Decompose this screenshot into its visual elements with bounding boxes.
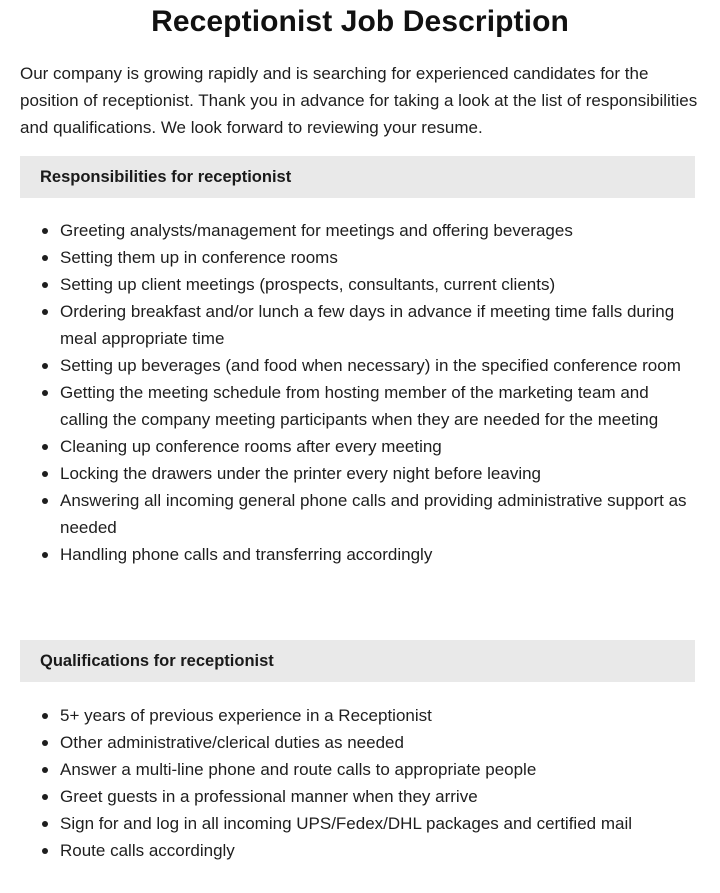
- qualifications-list: [40, 702, 690, 864]
- list-item: Cleaning up conference rooms after every meeting: [40, 433, 690, 460]
- list-item: Greet guests in a professional manner when they arrive: [40, 783, 690, 810]
- list-item: Setting them up in conference rooms: [40, 244, 690, 271]
- page-title: Receptionist Job Description: [151, 5, 569, 38]
- list-item: 5+ years of previous experience in a Receptionist: [40, 702, 690, 729]
- list-item: Ordering breakfast and/or lunch a few days in advance if meeting time falls during meal appropriate time: [40, 298, 690, 352]
- list-item: Greeting analysts/management for meetings and offering beverages: [40, 217, 690, 244]
- list-item: Route calls accordingly: [40, 837, 690, 864]
- responsibilities-list: [40, 217, 690, 568]
- list-item: Setting up client meetings (prospects, consultants, current clients): [40, 271, 690, 298]
- intro-paragraph: Our company is growing rapidly and is searching for experienced candidates for the position of receptionist. Thank you in advance for taking a look at the list of responsibilities and qualifications. We look forward to reviewing your resume.: [20, 64, 698, 137]
- list-item: Other administrative/clerical duties as needed: [40, 729, 690, 756]
- list-item: Locking the drawers under the printer every night before leaving: [40, 460, 690, 487]
- responsibilities-heading: Responsibilities for receptionist: [20, 156, 695, 198]
- list-item: Getting the meeting schedule from hosting member of the marketing team and calling the company meeting participants when they are needed for the meeting: [40, 379, 690, 433]
- list-item: Handling phone calls and transferring accordingly: [40, 541, 690, 568]
- list-item: Answering all incoming general phone calls and providing administrative support as needed: [40, 487, 690, 541]
- qualifications-heading: Qualifications for receptionist: [20, 640, 695, 682]
- list-item: Answer a multi-line phone and route calls to appropriate people: [40, 756, 690, 783]
- list-item: Sign for and log in all incoming UPS/Fedex/DHL packages and certified mail: [40, 810, 690, 837]
- list-item: Setting up beverages (and food when necessary) in the specified conference room: [40, 352, 690, 379]
